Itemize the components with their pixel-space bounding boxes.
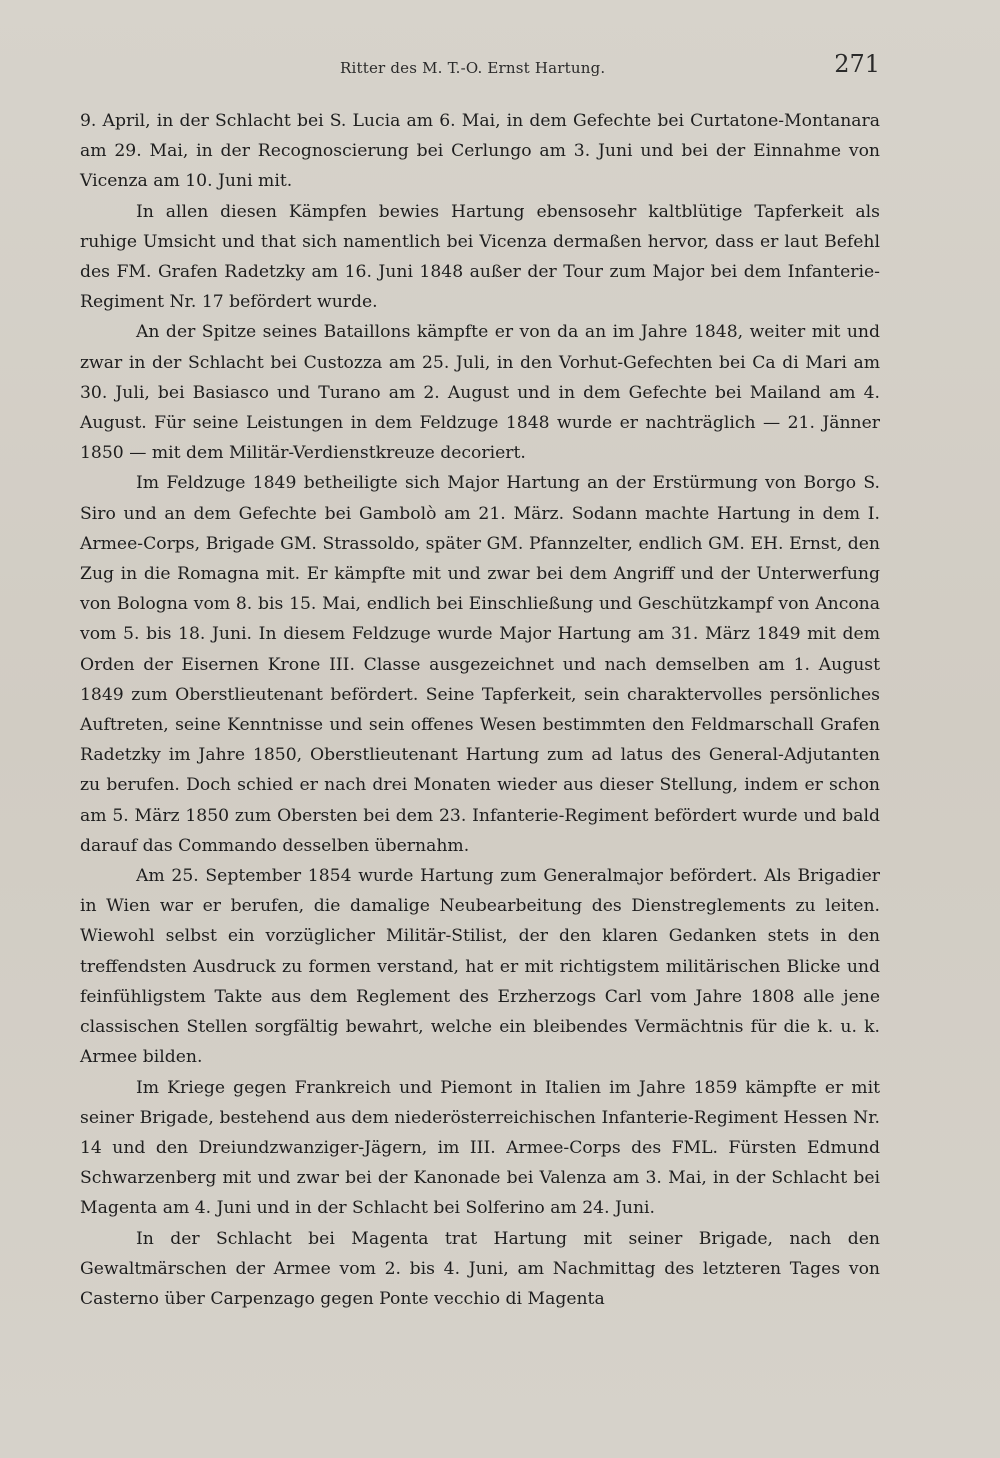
running-head: Ritter des M. T.-O. Ernst Hartung. xyxy=(340,59,606,77)
body-text xyxy=(80,106,880,1314)
page-header xyxy=(78,48,880,82)
paragraph: Im Kriege gegen Frankreich und Piemont in Italien im Jahre 1859 kämpfte er mit seiner Brigade, bestehend aus dem niederösterreichischen Infanterie-Regiment Hessen Nr. 14 und den Dreiundzwanziger-Jägern, im III. Armee-Corps des FML. Fürsten Edmund Schwarzenberg mit und zwar bei der Kanonade bei Valenza am 3. Mai, in der Schlacht bei Magenta am 4. Juni und in der Schlacht bei Solferino am 24. Juni. xyxy=(80,1077,880,1219)
paragraph: Im Feldzuge 1849 betheiligte sich Major Hartung an der Erstürmung von Borgo S. Siro und an dem Gefechte bei Gambolò am 21. März. Sodann machte Hartung in dem I. Armee-Corps, Brigade GM. Strassoldo, später GM. Pfannzelter, endlich GM. EH. Ernst, den Zug in die Romagna mit. Er kämpfte mit und zwar bei dem Angriff und der Unterwerfung von Bologna vom 8. bis 15. Mai, endlich bei Einschließung und Geschützkampf von Ancona vom 5. bis 18. Juni. In diesem Feldzuge wurde Major Hartung am 31. März 1849 mit dem Orden der Eisernen Krone III. Classe ausgezeichnet und nach demselben am 1. August 1849 zum Oberstlieutenant befördert. Seine Tapferkeit, sein charaktervolles persönliches Auftreten, seine Kenntnisse und sein offenes Wesen bestimmten den Feldmarschall Grafen Radetzky im Jahre 1850, Oberstlieutenant Hartung zum ad latus des General-Adjutanten zu berufen. Doch schied er nach drei Monaten wieder aus dieser Stellung, indem er schon am 5. März 1850 zum Obersten bei dem 23. Infanterie-Regiment befördert wurde und bald darauf das Commando desselben übernahm. xyxy=(80,473,880,856)
paragraph-continuation: 9. April, in der Schlacht bei S. Lucia am 6. Mai, in dem Gefechte bei Curtatone-Montanara am 29. Mai, in der Recognoscierung bei Cerlungo am 3. Juni und bei der Einnahme von Vicenza am 10. Juni mit. xyxy=(80,111,880,192)
paragraph: In der Schlacht bei Magenta trat Hartung mit seiner Brigade, nach den Gewaltmärschen der Armee vom 2. bis 4. Juni, am Nachmittag des letzteren Tages von Casterno über Carpenzago gegen Ponte vecchio di Magenta xyxy=(80,1228,880,1309)
page-number: 271 xyxy=(834,50,880,78)
paragraph: Am 25. September 1854 wurde Hartung zum Generalmajor befördert. Als Brigadier in Wien war er berufen, die damalige Neubearbeitung des Dienstreglements zu leiten. Wiewohl selbst ein vorzüglicher Militär-Stilist, der den klaren Gedanken stets in den treffendsten Ausdruck zu formen verstand, hat er mit richtigstem militärischen Blicke und feinfühligstem Takte aus dem Reglement des Erzherzogs Carl vom Jahre 1808 alle jene classischen Stellen sorgfältig bewahrt, welche ein bleibendes Vermächtnis für die k. u. k. Armee bilden. xyxy=(80,866,880,1068)
paragraph: An der Spitze seines Bataillons kämpfte er von da an im Jahre 1848, weiter mit und zwar in der Schlacht bei Custozza am 25. Juli, in den Vorhut-Gefechten bei Ca di Mari am 30. Juli, bei Basiasco und Turano am 2. August und in dem Gefechte bei Mailand am 4. August. Für seine Leistungen in dem Feldzuge 1848 wurde er nachträglich — 21. Jänner 1850 — mit dem Militär-Verdienstkreuze decoriert. xyxy=(80,322,880,464)
paragraph: In allen diesen Kämpfen bewies Hartung ebensosehr kaltblütige Tapferkeit als ruhige Umsicht und that sich namentlich bei Vicenza dermaßen hervor, dass er laut Befehl des FM. Grafen Radetzky am 16. Juni 1848 außer der Tour zum Major bei dem Infanterie-Regiment Nr. 17 befördert wurde. xyxy=(80,201,880,313)
